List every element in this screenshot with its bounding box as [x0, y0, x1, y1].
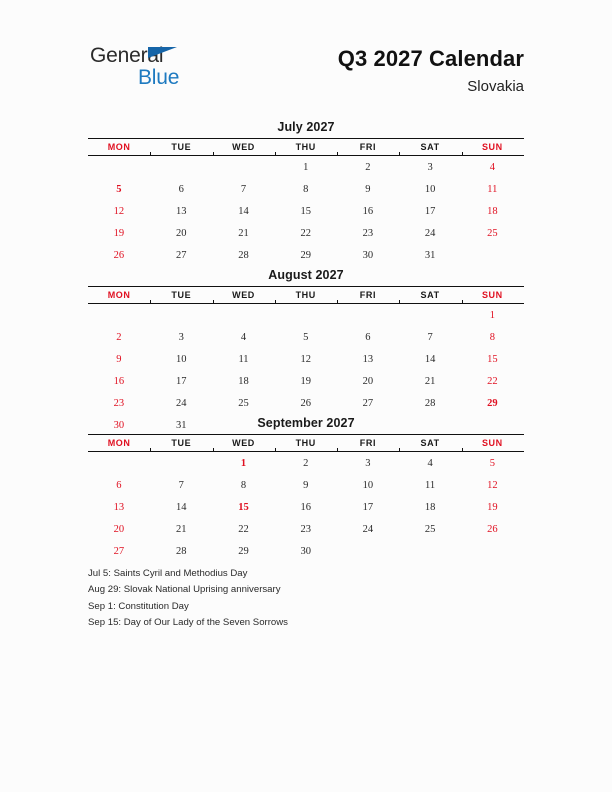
brand-name-blue: Blue [138, 66, 180, 89]
calendar-day-cell[interactable]: 8 [303, 184, 309, 195]
calendar-day-cell[interactable]: 25 [238, 398, 249, 409]
calendar-day-cell[interactable]: 5 [303, 332, 309, 343]
calendar-day-cell[interactable]: 28 [176, 546, 187, 557]
calendar-week-row [88, 540, 524, 562]
weekday-header-wed: WED [212, 139, 274, 156]
weekday-header-fri: FRI [337, 139, 399, 156]
calendar-empty-cell [337, 540, 399, 562]
weekday-header-sun: SUN [461, 139, 523, 156]
calendar-day-cell[interactable]: 14 [176, 502, 187, 513]
calendar-day-cell[interactable]: 15 [238, 502, 249, 513]
calendar-day-cell[interactable]: 22 [300, 228, 311, 239]
page-title: Q3 2027 Calendar [337, 46, 524, 71]
weekday-header-sat: SAT [399, 435, 461, 452]
calendar-day-cell[interactable]: 2 [365, 162, 371, 173]
calendar-day-cell[interactable]: 15 [300, 206, 311, 217]
calendar-week-row [88, 326, 524, 348]
calendar-week-row [88, 222, 524, 244]
calendar-head [88, 139, 524, 156]
column-tick [275, 300, 276, 303]
calendar-head [88, 435, 524, 452]
calendar-day-cell[interactable]: 15 [487, 354, 498, 365]
calendar-day-cell[interactable]: 26 [300, 398, 311, 409]
weekday-header-tue: TUE [150, 287, 212, 304]
calendar-empty-cell [461, 244, 523, 266]
weekday-header-sat: SAT [399, 139, 461, 156]
calendar-day-cell[interactable]: 29 [300, 250, 311, 261]
calendar-empty-cell [88, 304, 150, 327]
calendar-day-cell[interactable]: 24 [362, 524, 374, 535]
calendar-day-cell[interactable]: 30 [362, 250, 374, 261]
calendar-day-cell[interactable]: 19 [300, 376, 311, 387]
column-tick [150, 300, 151, 303]
calendar-week-row [88, 392, 524, 414]
calendar-week-row [88, 348, 524, 370]
calendar-day-cell[interactable]: 6 [116, 480, 122, 491]
column-tick [462, 448, 463, 451]
calendar-day-cell[interactable]: 3 [178, 332, 184, 343]
brand-name-general: General [90, 44, 164, 67]
weekday-header-thu: THU [275, 287, 337, 304]
calendar-day-cell[interactable]: 6 [365, 332, 371, 343]
calendar-day-cell[interactable]: 13 [176, 206, 187, 217]
calendar-empty-cell [88, 452, 150, 475]
calendar-week-row [88, 370, 524, 392]
calendar-day-cell[interactable]: 17 [176, 376, 187, 387]
month-block-july [88, 120, 524, 266]
calendar-day-cell[interactable]: 13 [362, 354, 374, 365]
calendar-day-cell[interactable]: 9 [303, 480, 309, 491]
calendar-day-cell[interactable]: 20 [362, 376, 374, 387]
calendar-week-row [88, 496, 524, 518]
brand-logo[interactable] [90, 44, 210, 96]
calendar-day-cell[interactable]: 13 [113, 502, 125, 513]
column-tick [213, 152, 214, 155]
calendar-day-cell[interactable]: 18 [238, 376, 249, 387]
weekday-header-mon: MON [88, 139, 150, 156]
calendar-day-cell[interactable]: 7 [240, 184, 247, 195]
weekday-header-sun: SUN [461, 287, 523, 304]
calendar-day-cell[interactable]: 26 [113, 250, 125, 261]
calendar-day-cell[interactable]: 9 [116, 354, 122, 365]
column-tick [337, 448, 338, 451]
calendar-day-cell[interactable]: 27 [113, 546, 125, 557]
month-title: August 2027 [268, 268, 344, 282]
calendar-empty-cell [275, 304, 337, 327]
calendar-empty-cell [150, 156, 212, 179]
calendar-day-cell[interactable]: 28 [424, 398, 436, 409]
month-title: July 2027 [277, 120, 335, 134]
calendar-empty-cell [150, 304, 212, 327]
weekday-header-tue: TUE [150, 435, 212, 452]
calendar-day-cell[interactable]: 22 [487, 376, 498, 387]
calendar-table [88, 286, 524, 436]
calendar-day-cell[interactable]: 24 [176, 398, 187, 409]
calendar-day-cell[interactable]: 5 [116, 184, 122, 195]
calendar-day-cell[interactable]: 1 [489, 310, 495, 321]
calendar-day-cell[interactable]: 30 [300, 546, 311, 557]
column-tick [150, 152, 151, 155]
column-tick [150, 448, 151, 451]
column-tick [462, 152, 463, 155]
calendar-day-cell[interactable]: 25 [487, 228, 498, 239]
calendar-day-cell[interactable]: 11 [487, 184, 498, 195]
calendar-day-cell[interactable]: 27 [362, 398, 374, 409]
calendar-day-cell[interactable]: 10 [424, 184, 436, 195]
calendar-day-cell[interactable]: 24 [424, 228, 436, 239]
holiday-notes-list [88, 566, 528, 632]
calendar-day-cell[interactable]: 1 [303, 162, 309, 173]
title-block [338, 46, 524, 98]
calendar-day-cell[interactable]: 26 [487, 524, 498, 535]
calendar-day-cell[interactable]: 7 [178, 480, 184, 491]
month-block-september [88, 416, 524, 562]
calendar-table [88, 138, 524, 266]
calendar-empty-cell [150, 452, 212, 475]
calendar-day-cell[interactable]: 31 [424, 250, 436, 261]
calendar-day-cell[interactable]: 2 [116, 332, 122, 343]
calendar-body [88, 156, 524, 267]
calendar-week-row [88, 452, 524, 475]
calendar-day-cell[interactable]: 3 [427, 162, 433, 173]
calendar-day-cell[interactable]: 27 [176, 250, 187, 261]
calendar-day-cell[interactable]: 14 [238, 206, 249, 217]
calendar-day-cell[interactable]: 16 [113, 376, 125, 387]
calendar-day-cell[interactable]: 31 [176, 420, 187, 431]
calendar-day-cell[interactable]: 21 [176, 524, 187, 535]
weekday-header-thu: THU [275, 435, 337, 452]
holiday-note: Jul 5: Saints Cyril and Methodius Day [88, 568, 248, 579]
weekday-header-thu: THU [275, 139, 337, 156]
calendar-day-cell[interactable]: 20 [176, 228, 187, 239]
calendar-week-row [88, 304, 524, 327]
calendar-day-cell[interactable]: 7 [427, 332, 433, 343]
column-tick [337, 152, 338, 155]
column-tick [399, 300, 400, 303]
calendar-week-row [88, 244, 524, 266]
calendar-day-cell[interactable]: 23 [300, 524, 311, 535]
column-tick [399, 448, 400, 451]
calendar-day-cell[interactable]: 10 [362, 480, 374, 491]
holiday-note: Sep 1: Constitution Day [88, 600, 189, 612]
weekday-header-fri: FRI [337, 435, 399, 452]
calendar-empty-cell [461, 540, 523, 562]
calendar-day-cell[interactable]: 4 [240, 332, 247, 343]
calendar-day-cell[interactable]: 1 [240, 458, 247, 469]
calendar-day-cell[interactable]: 25 [424, 524, 436, 535]
calendar-day-cell[interactable]: 5 [489, 458, 495, 469]
calendar-empty-cell [212, 156, 274, 179]
calendar-empty-cell [399, 540, 461, 562]
month-block-august [88, 268, 524, 436]
calendar-day-cell[interactable]: 20 [113, 524, 125, 535]
calendar-empty-cell [337, 304, 399, 327]
calendar-day-cell[interactable]: 30 [113, 420, 125, 431]
calendar-day-cell[interactable]: 17 [362, 502, 374, 513]
holiday-note: Aug 29: Slovak National Uprising anniversary [88, 584, 281, 596]
month-title: September 2027 [257, 416, 355, 430]
column-tick [275, 448, 276, 451]
calendar-empty-cell [212, 304, 274, 327]
calendar-day-cell[interactable]: 22 [238, 524, 249, 535]
calendar-day-cell[interactable]: 23 [113, 398, 125, 409]
calendar-day-cell[interactable]: 11 [238, 354, 249, 365]
column-tick [213, 448, 214, 451]
column-tick [337, 300, 338, 303]
calendar-day-cell[interactable]: 17 [424, 206, 436, 217]
calendar-day-cell[interactable]: 28 [238, 250, 249, 261]
calendar-empty-cell [399, 304, 461, 327]
weekday-header-sat: SAT [399, 287, 461, 304]
holiday-note: Sep 15: Day of Our Lady of the Seven Sorrows [88, 617, 288, 629]
calendar-day-cell[interactable]: 11 [425, 480, 436, 491]
calendar-day-cell[interactable]: 16 [362, 206, 374, 217]
calendar-day-cell[interactable]: 6 [178, 184, 184, 195]
column-tick [275, 152, 276, 155]
page-header [0, 0, 612, 112]
calendar-day-cell[interactable]: 10 [176, 354, 187, 365]
calendar-table [88, 434, 524, 562]
weekday-header-row [88, 435, 524, 452]
column-tick [462, 300, 463, 303]
column-tick [213, 300, 214, 303]
calendar-day-cell[interactable]: 29 [487, 398, 498, 409]
calendar-day-cell[interactable]: 4 [489, 162, 495, 173]
calendar-day-cell[interactable]: 12 [487, 480, 498, 491]
calendar-day-cell[interactable]: 19 [487, 502, 498, 513]
country-label: Slovakia [467, 78, 524, 95]
calendar-day-cell[interactable]: 12 [300, 354, 311, 365]
calendar-week-row [88, 474, 524, 496]
calendar-day-cell[interactable]: 29 [238, 546, 249, 557]
calendar-week-row [88, 518, 524, 540]
calendar-week-row [88, 200, 524, 222]
weekday-header-fri: FRI [337, 287, 399, 304]
weekday-header-tue: TUE [150, 139, 212, 156]
calendar-day-cell[interactable]: 18 [424, 502, 436, 513]
calendar-day-cell[interactable]: 21 [238, 228, 249, 239]
calendar-head [88, 287, 524, 304]
calendar-day-cell[interactable]: 4 [427, 458, 433, 469]
calendar-day-cell[interactable]: 19 [113, 228, 125, 239]
calendar-day-cell[interactable]: 16 [300, 502, 311, 513]
calendar-week-row [88, 178, 524, 200]
calendar-day-cell[interactable]: 14 [424, 354, 436, 365]
calendar-week-row [88, 156, 524, 179]
calendar-day-cell[interactable]: 23 [362, 228, 374, 239]
calendar-day-cell[interactable]: 18 [487, 206, 498, 217]
weekday-header-mon: MON [88, 287, 150, 304]
column-tick [399, 152, 400, 155]
weekday-header-row [88, 139, 524, 156]
calendar-empty-cell [88, 156, 150, 179]
calendar-day-cell[interactable]: 21 [424, 376, 436, 387]
weekday-header-wed: WED [212, 287, 274, 304]
weekday-header-mon: MON [88, 435, 150, 452]
calendar-body [88, 452, 524, 563]
weekday-header-wed: WED [212, 435, 274, 452]
calendar-day-cell[interactable]: 12 [113, 206, 125, 217]
weekday-header-row [88, 287, 524, 304]
weekday-header-sun: SUN [461, 435, 523, 452]
calendar-day-cell[interactable]: 8 [240, 480, 247, 491]
calendar-day-cell[interactable]: 8 [489, 332, 495, 343]
calendar-day-cell[interactable]: 3 [365, 458, 371, 469]
calendar-day-cell[interactable]: 2 [303, 458, 309, 469]
calendar-day-cell[interactable]: 9 [365, 184, 371, 195]
